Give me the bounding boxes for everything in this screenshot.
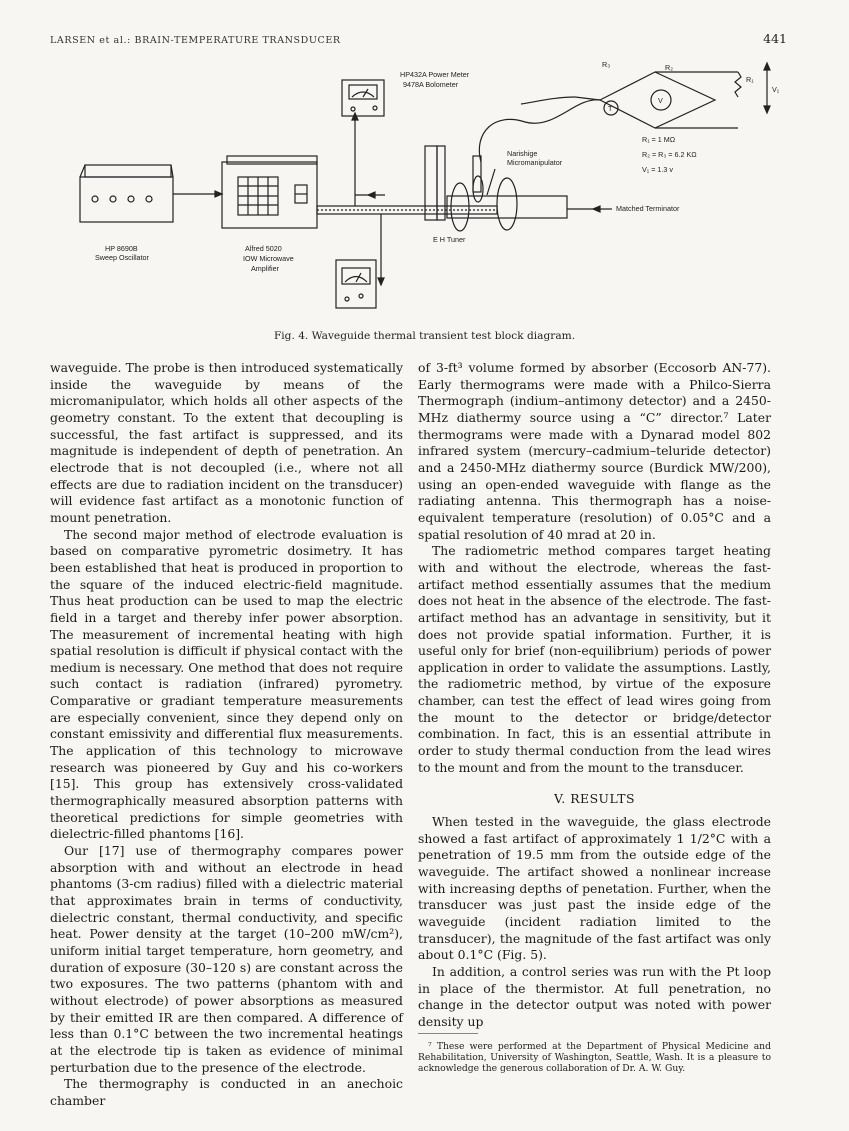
amplifier-box (222, 162, 317, 228)
left-column (50, 360, 403, 1110)
label-v1: V₁ (772, 85, 780, 94)
right-column (418, 360, 771, 1031)
footnote-rule (418, 1033, 478, 1034)
label-eh-tuner: E H Tuner (433, 235, 466, 244)
paragraph: The thermography is conducted in an anechoic chamber (50, 1076, 403, 1108)
label-sweep-osc-1: HP 8690B (105, 244, 138, 253)
block-diagram-svg (55, 52, 795, 344)
paragraph: waveguide. The probe is then introduced systematically inside the waveguide by means of the micromanipulator, which holds all other aspects of the geometry constant. To the extent that decoupling is successful, the fast artifact is suppressed, and its magnitude is independent of depth of penetration. An electrode that is not decoupled (i.e., where not all effects are due to radiation incident on the transducer) will evidence fast artifact as a monotonic function of mount penetration. (50, 360, 403, 525)
sweep-oscillator-box (80, 177, 173, 222)
paragraph: of 3-ft³ volume formed by absorber (Eccosorb AN-77). Early thermograms were made with a Philco-Sierra Thermograph (indium–antimony detector) and a 2450-MHz diathermy source using a “C” director.⁷ Later thermograms were made with a Dynarad model 802 infrared system (mercury–cadmium–teluride detector) and a 2450-MHz diathermy source (Burdick MW/200), using an open-ended waveguide with flange as the radiating antenna. This thermograph has a noise-equivalent temperature (resolution) of 0.05°C and a spatial resolution of 40 mrad at 20 in. (418, 360, 771, 542)
label-micromanipulator-2: Micromanipulator (507, 158, 563, 167)
paragraph: When tested in the waveguide, the glass electrode showed a fast artifact of approximately 1 1/2°C with a penetration of 19.5 mm from the outside edge of the waveguide. The artifact showed a nonlinear increase with increasing depths of penetation. Further, when the transducer was just past the inside edge of the waveguide (incident radiation limited to the transducer), the magnitude of the fast artifact was only about 0.1°C (Fig. 5). (418, 814, 771, 963)
label-micromanipulator-1: Narishige (507, 149, 538, 158)
footnote: ⁷ These were performed at the Department of Physical Medicine and Rehabilitation, University of Washington, Seattle, Wash. It is a pleasure to acknowledge the generous collaboration of Dr. A. W. Guy. (418, 1041, 771, 1074)
paragraph: Our [17] use of thermography compares power absorption with and without an electrode in head phantoms (3-cm radius) filled with a dielectric material that approximates brain in terms of conductivity, dielectric constant, thermal conductivity, and specific heat. Power density at the target (10–200 mW/cm²), uniform initial target temperature, horn geometry, and duration of exposure (30–120 s) are constant across the two exposures. The two patterns (phantom with and without electrode) of power absorptions as measured by their emitted IR are then compared. A difference of less than 0.1°C between the two incremental heatings at the electrode tip is taken as evidence of minimal perturbation due to the presence of the electrode. (50, 843, 403, 1075)
label-bolometer: 9478A Bolometer (403, 80, 459, 89)
figure-caption: Fig. 4. Waveguide thermal transient test block diagram. (273, 330, 576, 342)
label-matched-terminator: Matched Terminator (616, 204, 680, 213)
label-r1: R₁ (746, 75, 754, 84)
paragraph: In addition, a control series was run with the Pt loop in place of the thermistor. At full penetration, no change in the detector output was noted with power density up (418, 963, 771, 1029)
label-amplifier-2: IOW Microwave (243, 254, 294, 263)
label-amplifier-1: Alfred 5020 (245, 244, 282, 253)
label-r2: R₂ (665, 63, 673, 72)
section-heading: V. RESULTS (554, 791, 635, 807)
paragraph: The second major method of electrode evaluation is based on comparative pyrometric dosimetry. It has been established that heat is produced in proportion to the square of the induced electric-field magnitude. Thus heat production can be used to map the electric field in a target and thereby infer power absorption. The measurement of incremental heating with high spatial resolution is difficult if physical contact with the medium is necessary. One method that does not require such contact is radiation (infrared) pyrometry. Comparative or gradiant temperature measurements are especially convenient, since they depend only on constant emissivity and differential flux measurements. The application of this technology to microwave research was pioneered by Guy and his co-workers [15]. This group has extensively cross-validated thermographically measured absorption patterns with theoretical predictions for simple geometries with dielectric-filled phantoms [16]. (50, 526, 403, 842)
label-sweep-osc-2: Sweep Oscillator (95, 253, 149, 262)
figure-block-diagram (55, 52, 795, 344)
label-v1-value: V₁ = 1.3 v (642, 165, 673, 174)
page-number: 441 (763, 31, 787, 46)
label-r3: R₃ (602, 60, 611, 69)
label-v: V (658, 96, 663, 105)
label-r2r3-value: R₂ = R₃ = 6.2 KΩ (642, 150, 697, 159)
label-amplifier-3: Amplifier (251, 264, 279, 273)
label-power-meter: HP432A Power Meter (400, 70, 470, 79)
label-t: T (608, 104, 613, 113)
paragraph: The radiometric method compares target heating with and without the electrode, whereas the fast-artifact method essentially assumes that the medium does not heat in the absence of the electrode. The fast-artifact method has an advantage in sensitivity, but it does not provide spatial information. Further, it is useful only for brief (non-equilibrium) periods of power application in order to validate the assumptions. Lastly, the radiometric method, by virtue of the exposure chamber, can test the effect of lead wires going from the mount to the detector or bridge/detector combination. In fact, this is an essential attribute in order to study thermal conduction from the lead wires to the mount and from the mount to the transducer. (418, 543, 771, 775)
label-r1-value: R₁ = 1 MΩ (642, 135, 676, 144)
running-head: LARSEN et al.: BRAIN-TEMPERATURE TRANSDUCER (50, 35, 341, 46)
page-header (50, 31, 787, 51)
